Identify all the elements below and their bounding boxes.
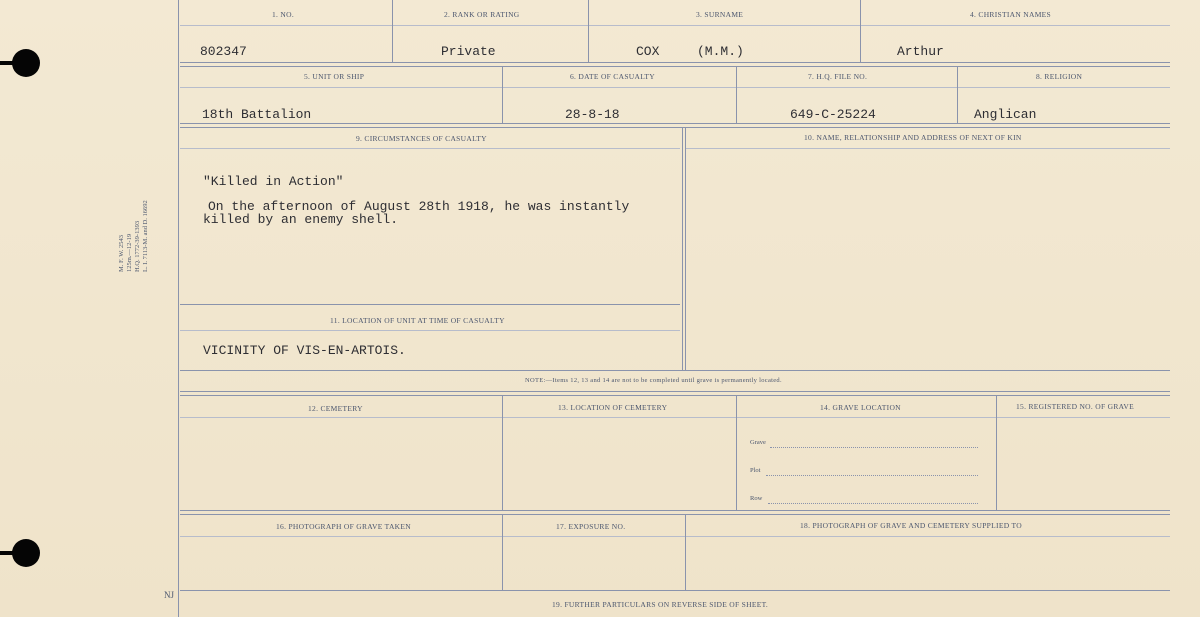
rank-value: Private (441, 44, 496, 59)
row-field-label: Row (750, 495, 763, 502)
hq-file-value: 649-C-25224 (790, 107, 876, 122)
unit-value: 18th Battalion (202, 107, 312, 122)
honours-value: (M.M.) (697, 44, 744, 59)
note-text: NOTE:—Items 12, 13 and 14 are not to be completed until grave is permanently located. (525, 377, 782, 384)
label-photo-supplied: 18. PHOTOGRAPH OF GRAVE AND CEMETERY SUPPLIED TO (800, 521, 1022, 530)
margin-line (178, 0, 179, 617)
plot-field-label: Plot (750, 467, 761, 474)
label-no: 1. NO. (272, 10, 295, 19)
label-location-of-unit: 11. LOCATION OF UNIT AT TIME OF CASUALTY (330, 316, 505, 325)
label-cemetery-location: 13. LOCATION OF CEMETERY (558, 403, 668, 412)
label-cemetery: 12. CEMETERY (308, 404, 363, 413)
label-unit: 5. UNIT OR SHIP (304, 72, 365, 81)
circumstances-line: On the afternoon of August 28th 1918, he was instantly (208, 199, 630, 214)
circumstances-heading: "Killed in Action" (203, 174, 344, 189)
grave-field-label: Grave (750, 439, 766, 446)
label-rank: 2. RANK OR RATING (444, 10, 520, 19)
circumstances-line: killed by an enemy shell. (203, 212, 399, 227)
binder-hole-top (12, 49, 40, 77)
label-grave-location: 14. GRAVE LOCATION (820, 403, 901, 412)
label-date: 6. DATE OF CASUALTY (570, 72, 656, 81)
surname-value: COX (636, 44, 660, 59)
label-christian-names: 4. CHRISTIAN NAMES (970, 10, 1052, 19)
label-further-particulars: 19. FURTHER PARTICULARS ON REVERSE SIDE OF SHEET. (552, 600, 769, 609)
label-circumstances: 9. CIRCUMSTANCES OF CASUALTY (356, 134, 487, 143)
date-value: 28-8-18 (565, 107, 620, 122)
label-registered-no: 15. REGISTERED NO. OF GRAVE (1016, 402, 1134, 411)
christian-name-value: Arthur (897, 44, 944, 59)
label-surname: 3. SURNAME (696, 10, 744, 19)
label-religion: 8. RELIGION (1036, 72, 1083, 81)
corner-mark: NJ (164, 590, 175, 600)
label-photo-taken: 16. PHOTOGRAPH OF GRAVE TAKEN (276, 522, 411, 531)
binder-hole-bottom (12, 539, 40, 567)
location-value: VICINITY OF VIS-EN-ARTOIS. (203, 343, 406, 358)
service-number: 802347 (200, 44, 247, 59)
printer-imprint: M. F. W. 2543 125m.—12-19 H.Q. 1772-39-1393 L. I. 7113-M. and D. 16692 (118, 200, 149, 272)
label-exposure: 17. EXPOSURE NO. (556, 522, 626, 531)
label-hq-file: 7. H.Q. FILE NO. (808, 72, 868, 81)
label-next-of-kin: 10. NAME, RELATIONSHIP AND ADDRESS OF NEXT OF KIN (804, 133, 1022, 142)
religion-value: Anglican (974, 107, 1037, 122)
